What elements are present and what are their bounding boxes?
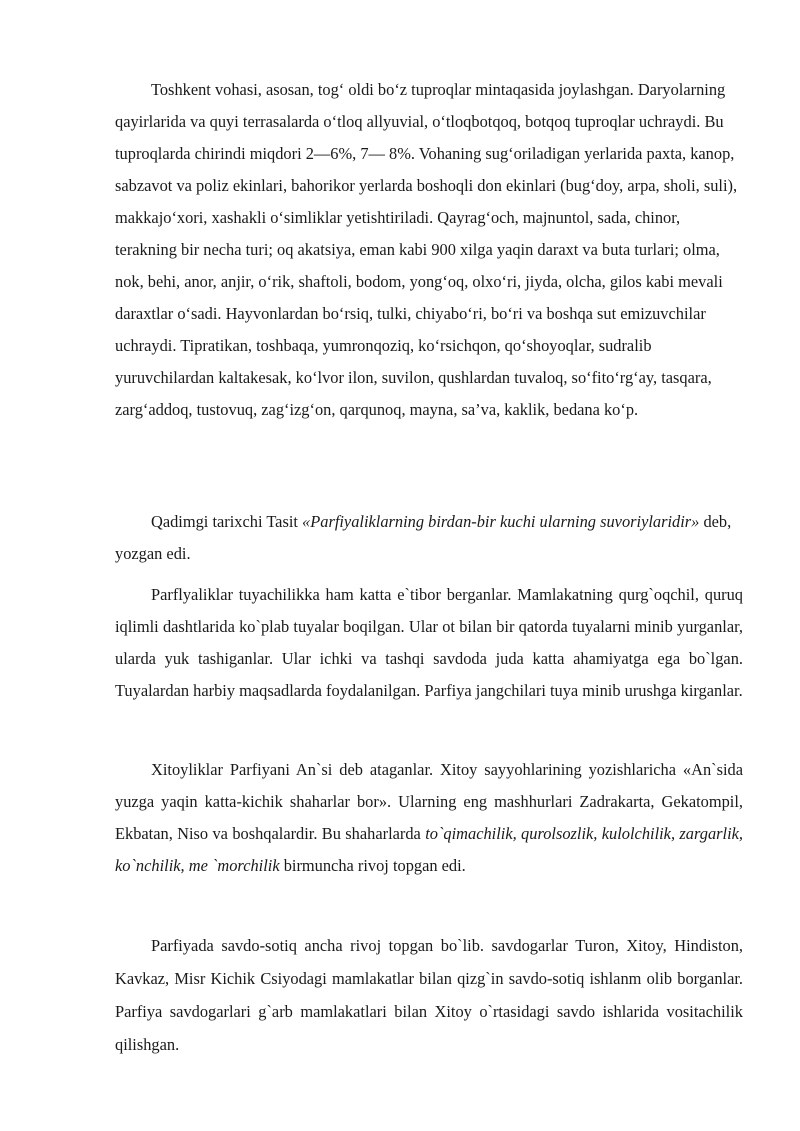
paragraph-text bbox=[115, 754, 743, 882]
paragraph-plain-text: Xitoyliklar Parfiyani An`si deb ataganlar. Xitoy sayyohlarining yozishlaricha «An`sida yuzga yaqin katta-kichik shaharlar bor». Ularning eng mashhurlari Zadrakarta, Gekatompil, Ekbatan, Niso va boshqalardir. Bu shaharlarda bbox=[115, 760, 743, 843]
paragraph-text bbox=[115, 506, 743, 570]
paragraph-text: Toshkent vohasi, asosan, tog‘ oldi bo‘z tuproqlar mintaqasida joylashgan. Daryolarning qayirlarida va quyi terrasalarda o‘tloq allyuvial, o‘tloqbotqoq, botqoq tuproqlar uchraydi. Bu tuproqlarda chirindi miqdori 2—6%, 7— 8%. Vohaning sug‘oriladigan yerlarida paxta, kanop, sabzavot va poliz ekinlari, bahorikor yerlarda boshoqli don ekinlari (bug‘doy, arpa, sholi, suli), makkajo‘xori, xashakli o‘simliklar yetishtiriladi. Qayrag‘och, majnuntol, sada, chinor, terakning bir necha turi; oq akatsiya, eman kabi 900 xilga yaqin daraxt va buta turlari; olma, nok, behi, anor, anjir, o‘rik, shaftoli, bodom, yong‘oq, olxo‘ri, jiyda, olcha, gilos kabi mevali daraxtlar o‘sadi. Hayvonlardan bo‘rsiq, tulki, chiyabo‘ri, bo‘ri va boshqa sut emizuvchilar uchraydi. Tipratikan, toshbaqa, yumronqoziq, ko‘rsichqon, qo‘shoyoqlar, sudralib yuruvchilardan kaltakesak, ko‘lvor ilon, suvilon, qushlardan tuvaloq, so‘fito‘rg‘ay, tasqara, zarg‘addoq, tustovuq, zag‘izg‘on, qarqunoq, mayna, sa’va, kaklik, bedana ko‘p. bbox=[115, 80, 738, 419]
paragraph-text: Parfiyada savdo-sotiq ancha rivoj topgan bo`lib. savdogarlar Turon, Xitoy, Hindiston, Kavkaz, Misr Kichik Csiyodagi mamlakatlar bilan qizg`in savdo-sotiq ishlanm olib borganlar. Parfiya savdogarlari g`arb mamlakatlari bilan Xitoy o`rtasidagi savdo ishlarida vositachilik qilishgan. bbox=[115, 936, 743, 1054]
paragraph-tacitus-quote bbox=[115, 506, 743, 570]
paragraph-tashkent-oasis bbox=[115, 74, 743, 426]
paragraph-camel-breeding bbox=[115, 579, 743, 707]
paragraph-tail-text: deb, yozgan edi. bbox=[115, 512, 732, 563]
paragraph-plain-text: Qadimgi tarixchi Tasit bbox=[151, 512, 303, 531]
paragraph-text: Parflyaliklar tuyachilikka ham katta e`tibor berganlar. Mamlakatning qurg`oqchil, quruq iqlimli dashtlarida ko`plab tuyalar boqilgan. Ular ot bilan bir qatorda tuyalarni minib yurganlar, ularda yuk tashiganlar. Ular ichki va tashqi savdoda juda katta ahamiyatga ega bo`lgan. Tuyalardan harbiy maqsadlarda foydalanilgan. Parfiya jangchilari tuya minib urushga kirganlar. bbox=[115, 585, 743, 700]
paragraph-ansi-cities bbox=[115, 754, 743, 882]
italic-crafts-list: to`qimachilik, qurolsozlik, kulolchilik, zargarlik, ko`nchilik, me `morchilik bbox=[115, 824, 743, 875]
paragraph-tail-text: birmuncha rivoj topgan edi. bbox=[279, 856, 466, 875]
italic-quote: «Parfiyaliklarning birdan-bir kuchi ularning suvoriylaridir» bbox=[302, 512, 700, 531]
paragraph-trade bbox=[115, 929, 743, 1061]
